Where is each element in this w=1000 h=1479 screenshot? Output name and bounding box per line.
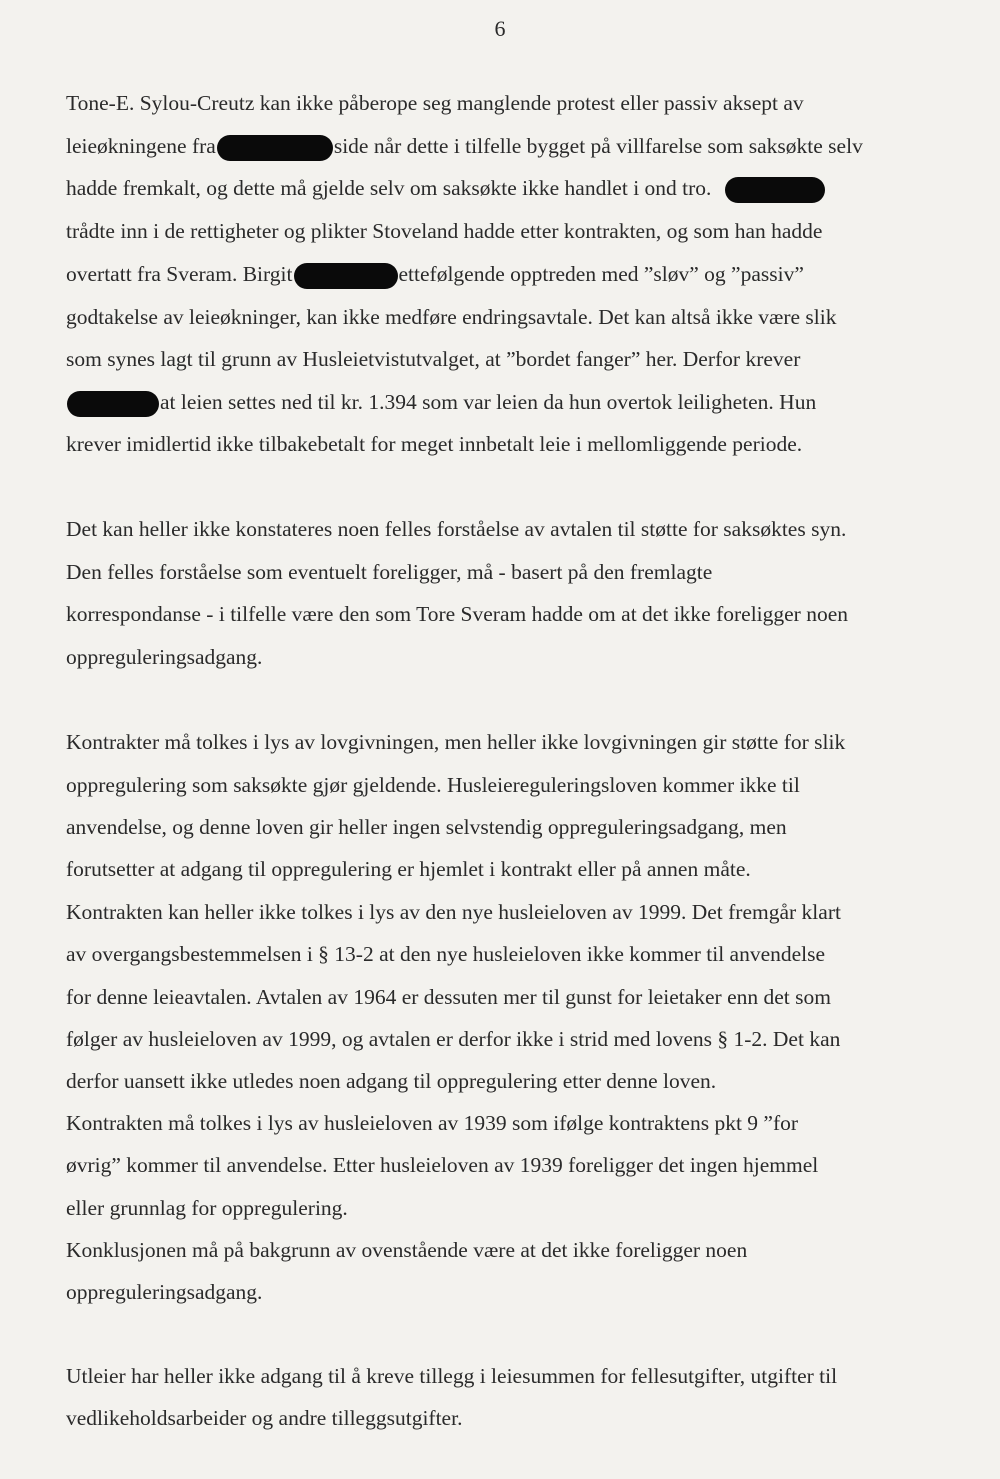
text-segment: at leien settes ned til kr. 1.394 som var leien da hun overtok leiligheten. Hun [160,390,817,414]
text-line: Kontrakten må tolkes i lys av husleieloven av 1939 som ifølge kontraktens pkt 9 ”for [66,1111,799,1135]
text-line: følger av husleieloven av 1999, og avtalen er derfor ikke i strid med lovens § 1-2. Det kan [66,1027,841,1051]
text-line [66,131,966,161]
text-line: godtakelse av leieøkninger, kan ikke medføre endringsavtale. Det kan altså ikke være slik [66,305,837,329]
text-line: derfor uansett ikke utledes noen adgang til oppregulering etter denne loven. [66,1069,717,1093]
text-line: som synes lagt til grunn av Husleietvistutvalget, at ”bordet fanger” her. Derfor krever [66,347,801,371]
text-line [66,173,966,203]
text-segment: leieøkningene fra [66,134,216,158]
page-number: 6 [494,16,506,41]
text-line: oppregulering som saksøkte gjør gjeldende. Husleiereguleringsloven kommer ikke til [66,773,800,797]
text-segment: overtatt fra Sveram. Birgit [66,262,293,286]
text-segment: side når dette i tilfelle bygget på villfarelse som saksøkte selv [333,134,863,158]
text-line: Konklusjonen må på bakgrunn av ovenstående være at det ikke foreligger noen [66,1238,748,1262]
text-line: Kontrakter må tolkes i lys av lovgivningen, men heller ikke lovgivningen gir støtte for slik [66,730,846,754]
text-line: oppreguleringsadgang. [66,645,263,669]
text-line: forutsetter at adgang til oppregulering er hjemlet i kontrakt eller på annen måte. [66,857,751,881]
text-line: Den felles forståelse som eventuelt foreligger, må - basert på den fremlagte [66,560,713,584]
text-line: øvrig” kommer til anvendelse. Etter husleieloven av 1939 foreligger det ingen hjemmel [66,1153,819,1177]
text-line [66,259,804,289]
text-line: anvendelse, og denne loven gir heller ingen selvstendig oppreguleringsadgang, men [66,815,787,839]
text-line: vedlikeholdsarbeider og andre tilleggsutgifter. [66,1406,463,1430]
text-line: krever imidlertid ikke tilbakebetalt for meget innbetalt leie i mellomliggende periode. [66,432,803,456]
text-segment: ettefølgende opptreden med ”sløv” og ”passiv” [398,262,804,286]
text-line: korrespondanse - i tilfelle være den som Tore Sveram hadde om at det ikke foreligger noen [66,602,849,626]
text-line: Utleier har heller ikke adgang til å kreve tillegg i leiesummen for fellesutgifter, utgifter til [66,1364,838,1388]
text-line: oppreguleringsadgang. [66,1280,263,1304]
text-line: Kontrakten kan heller ikke tolkes i lys av den nye husleieloven av 1999. Det fremgår klart [66,900,841,924]
text-line: Tone-E. Sylou-Creutz kan ikke påberope seg manglende protest eller passiv aksept av [66,91,804,115]
text-line: trådte inn i de rettigheter og plikter Stoveland hadde etter kontrakten, og som han hadde [66,219,823,243]
redaction-mark [67,391,159,417]
text-segment: hadde fremkalt, og dette må gjelde selv om saksøkte ikke handlet i ond tro. [66,176,712,200]
text-line: for denne leieavtalen. Avtalen av 1964 er dessuten mer til gunst for leietaker enn det som [66,985,831,1009]
text-line: av overgangsbestemmelsen i § 13-2 at den nye husleieloven ikke kommer til anvendelse [66,942,826,966]
text-line: eller grunnlag for oppregulering. [66,1196,348,1220]
redaction-mark [217,135,333,161]
redaction-mark [725,177,825,203]
redaction-mark [294,263,398,289]
text-line: Det kan heller ikke konstateres noen felles forståelse av avtalen til støtte for saksøktes syn. [66,517,847,541]
text-line [66,387,966,417]
